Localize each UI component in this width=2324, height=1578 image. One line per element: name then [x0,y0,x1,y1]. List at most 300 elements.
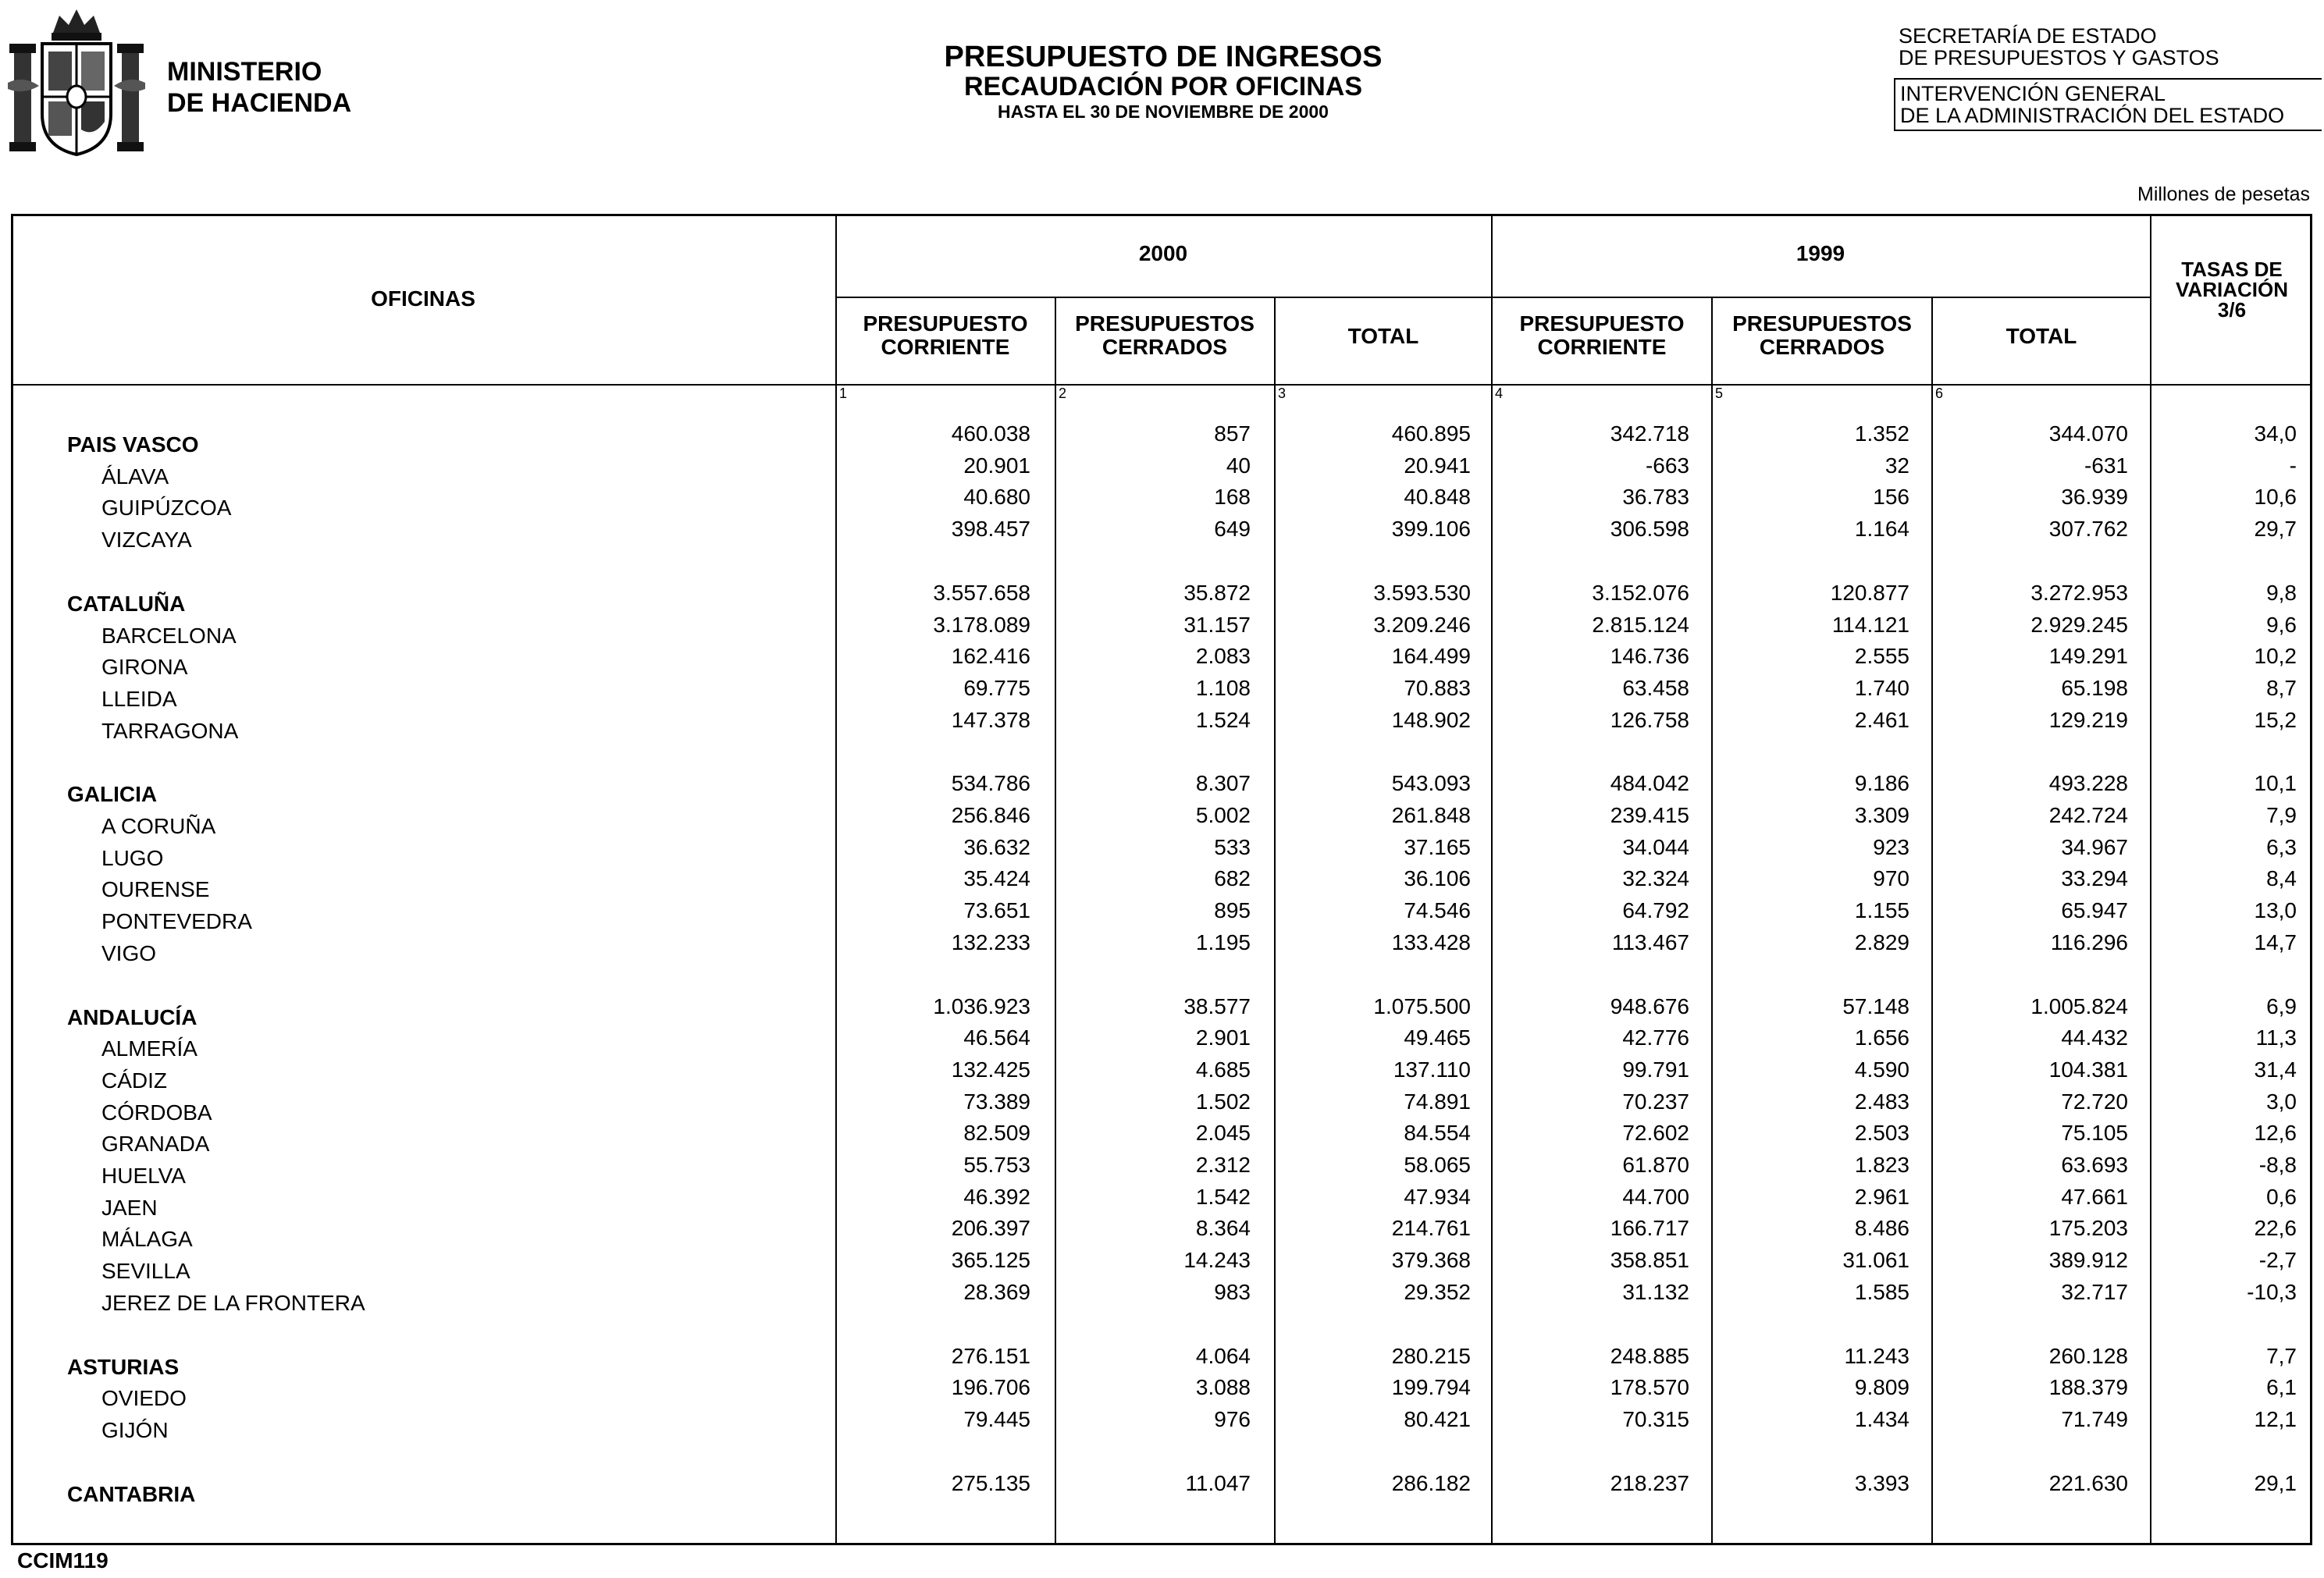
table-cell: 2.083 [1195,644,1251,669]
office-name: GRANADA [101,1132,210,1157]
table-cell: 970 [1873,866,1909,891]
office-row [0,1089,2324,1125]
table-cell: 493.228 [2048,771,2128,796]
office-name: ASTURIAS [67,1354,180,1379]
table-cell: -631 [2084,453,2128,478]
table-cell: 10,2 [2254,644,2297,669]
year-1999-header: 1999 [1795,241,1845,265]
office-name: JEREZ DE LA FRONTERA [101,1290,365,1315]
col-label-line: CORRIENTE [881,335,1010,359]
table-cell: 2.555 [1854,644,1909,669]
region-row [0,580,2324,616]
table-cell: 31.132 [1622,1279,1689,1304]
office-row [0,1248,2324,1284]
table-cell: 9.186 [1854,771,1909,796]
units-label: Millones de pesetas [2137,183,2310,205]
office-row [0,453,2324,489]
col-label-line: CERRADOS [1759,335,1885,359]
table-cell: 65.947 [2061,898,2128,923]
office-row [0,834,2324,870]
table-cell: 276.151 [951,1343,1030,1368]
col-label-line: PRESUPUESTOS [1075,311,1255,336]
table-cell: 3.593.530 [1373,580,1471,605]
ministry-line-1: MINISTERIO [167,57,322,87]
intervencion-line-1: INTERVENCIÓN GENERAL [1900,82,2166,105]
table-cell: 239.415 [1610,803,1689,827]
office-name: PONTEVEDRA [101,909,252,934]
table-cell: 1.502 [1195,1089,1251,1114]
office-name: PAIS VASCO [67,432,199,457]
report-date: HASTA EL 30 DE NOVIEMBRE DE 2000 [998,101,1329,122]
office-name: A CORUÑA [101,814,216,838]
table-cell: 32 [1884,453,1909,478]
office-row [0,1153,2324,1188]
table-cell: 58.065 [1404,1153,1471,1177]
table-cell: 133.428 [1391,929,1471,954]
office-name: JAEN [101,1195,158,1220]
table-cell: 1.195 [1195,929,1251,954]
region-row [0,1345,2324,1377]
table-cell: 10,6 [2254,485,2297,510]
table-cell: 2.045 [1195,1121,1251,1146]
table-cell: 120.877 [1830,580,1909,605]
table-cell: 3.557.658 [933,580,1030,605]
table-cell: 948.676 [1610,993,1689,1018]
office-row [0,612,2324,648]
table-cell: 36.939 [2061,485,2128,510]
table-cell: 11.047 [1185,1470,1251,1495]
table-cell: 31.157 [1183,612,1251,637]
office-name: GIJÓN [101,1417,169,1442]
table-cell: 46.564 [963,1025,1030,1050]
table-cell: 13,0 [2254,898,2297,923]
office-name: CÓRDOBA [101,1100,212,1125]
office-row [0,898,2324,934]
office-name: TARRAGONA [101,718,239,743]
table-cell: 344.070 [2048,421,2128,446]
col-label-line: PRESUPUESTOS [1732,311,1912,336]
table-cell: 857 [1214,421,1251,446]
table-cell: 3.088 [1195,1375,1251,1400]
table-cell: 4.685 [1195,1057,1251,1082]
year-2000-header: 2000 [1138,241,1188,265]
office-name: CÁDIZ [101,1068,167,1093]
table-cell: 36.632 [963,834,1030,859]
col-label-line: CORRIENTE [1537,335,1667,359]
table-cell: 2.503 [1854,1121,1909,1146]
region-row [0,771,2324,807]
table-cell: 1.656 [1854,1025,1909,1050]
table-cell: 3,0 [2266,1089,2297,1114]
table-cell: 168 [1214,485,1251,510]
region-row [0,421,2324,457]
table-cell: 14.243 [1183,1248,1251,1273]
office-name: VIZCAYA [101,528,192,553]
table-cell: 70.315 [1622,1406,1689,1431]
col-label-line: TASAS DE [2181,258,2283,281]
table-cell: 32.717 [2061,1279,2128,1304]
col-label-line: 3/6 [2217,298,2247,322]
table-cell: 31.061 [1842,1248,1909,1273]
table-cell: 2.929.245 [2030,612,2128,637]
table-cell: 306.598 [1610,517,1689,542]
table-cell: 63.693 [2061,1153,2128,1177]
table-cell: 72.602 [1622,1121,1689,1146]
table-cell: 2.961 [1854,1184,1909,1209]
table-cell: 104.381 [2048,1057,2128,1082]
table-cell: 82.509 [963,1121,1030,1146]
table-cell: 74.546 [1404,898,1471,923]
table-cell: 80.421 [1404,1406,1471,1431]
table-cell: 12,6 [2254,1121,2297,1146]
table-cell: 379.368 [1391,1248,1471,1273]
report-title-block [929,41,1397,123]
table-cell: 12,1 [2254,1406,2297,1431]
table-cell: 33.294 [2061,866,2128,891]
table-cell: 389.912 [2048,1248,2128,1273]
office-row [0,485,2324,521]
table-cell: 162.416 [951,644,1030,669]
table-cell: 2.312 [1195,1153,1251,1177]
table-cell: -10,3 [2247,1279,2297,1304]
table-cell: 460.038 [951,421,1030,446]
table-cell: 1.740 [1854,675,1909,700]
table-cell: - [2289,453,2297,478]
office-row [0,805,2324,836]
secretaria-line-2: DE PRESUPUESTOS Y GASTOS [1899,46,2219,69]
table-cell: 682 [1214,866,1251,891]
col-total-1999: TOTAL [2005,324,2077,348]
col-presupuestos-cerrados-1999 [1713,312,1931,359]
table-cell: 61.870 [1622,1153,1689,1177]
table-cell: 126.758 [1610,707,1689,732]
table-cell: 196.706 [951,1375,1030,1400]
table-cell: 983 [1214,1279,1251,1304]
table-cell: 20.941 [1404,453,1471,478]
table-cell: -663 [1645,453,1689,478]
table-cell: 71.749 [2061,1406,2128,1431]
office-name: ÁLAVA [101,464,169,489]
col-label-line: PRESUPUESTO [1519,311,1685,336]
office-name: LUGO [101,845,164,870]
table-cell: 20.901 [963,453,1030,478]
table-cell: 38.577 [1183,993,1251,1018]
table-cell: 28.369 [963,1279,1030,1304]
table-cell: 44.700 [1622,1184,1689,1209]
office-name: GUIPÚZCOA [101,496,232,521]
table-cell: 8,7 [2266,675,2297,700]
table-cell: 199.794 [1391,1375,1471,1400]
table-cell: 2.829 [1854,929,1909,954]
column-number: 5 [1715,386,1724,401]
intervencion-line-2: DE LA ADMINISTRACIÓN DEL ESTADO [1900,104,2285,127]
table-cell: 242.724 [2048,803,2128,827]
table-cell: 113.467 [1611,929,1689,954]
table-cell: 1.155 [1854,898,1909,923]
table-cell: 218.237 [1610,1470,1689,1495]
col-label-line: VARIACIÓN [2176,278,2288,301]
oficinas-header: OFICINAS [371,286,475,311]
table-cell: 3.272.953 [2030,580,2128,605]
table-cell: 543.093 [1391,771,1471,796]
table-cell: 9,6 [2266,612,2297,637]
table-cell: 9.809 [1854,1375,1909,1400]
secretaria-block [1899,25,2219,69]
office-name: CANTABRIA [67,1481,196,1506]
table-cell: 6,3 [2266,834,2297,859]
table-cell: 8.486 [1854,1216,1909,1241]
column-number: 6 [1935,386,1944,401]
office-row [0,1057,2324,1093]
table-cell: 399.106 [1391,517,1471,542]
table-cell: -2,7 [2258,1248,2297,1273]
table-cell: 55.753 [963,1153,1030,1177]
table-cell: 166.717 [1610,1216,1689,1241]
table-cell: 1.075.500 [1373,993,1471,1018]
column-number: 4 [1495,386,1504,401]
table-cell: 1.036.923 [933,993,1030,1018]
table-cell: 36.106 [1404,866,1471,891]
table-cell: 116.296 [2050,929,2128,954]
table-cell: 1.352 [1854,421,1909,446]
table-cell: 72.720 [2061,1089,2128,1114]
table-cell: 2.483 [1854,1089,1909,1114]
table-cell: 63.458 [1622,675,1689,700]
table-cell: 137.110 [1393,1057,1471,1082]
table-cell: 132.425 [951,1057,1030,1082]
table-cell: 10,1 [2254,771,2297,796]
table-cell: 149.291 [2048,644,2128,669]
region-row [0,993,2324,1029]
table-cell: 4.064 [1195,1343,1251,1368]
table-cell: 114.121 [1831,612,1909,637]
table-cell: 3.178.089 [933,612,1030,637]
office-row [0,1184,2324,1220]
office-name: ANDALUCÍA [67,1004,198,1029]
col-total-2000: TOTAL [1347,324,1419,348]
office-row [0,1216,2324,1252]
table-cell: 280.215 [1391,1343,1471,1368]
office-row [0,1121,2324,1157]
table-cell: 29.352 [1404,1279,1471,1304]
office-name: BARCELONA [101,623,237,648]
table-cell: -8,8 [2258,1153,2297,1177]
table-cell: 84.554 [1404,1121,1471,1146]
table-cell: 976 [1214,1406,1251,1431]
office-row [0,517,2324,553]
table-cell: 214.761 [1391,1216,1471,1241]
report-subtitle: RECAUDACIÓN POR OFICINAS [963,72,1363,101]
office-row [0,644,2324,680]
table-cell: 11,3 [2255,1025,2297,1050]
col-presupuesto-corriente-2000 [837,312,1054,359]
office-name: ALMERÍA [101,1036,198,1061]
table-cell: 35.424 [963,866,1030,891]
col-label-line: PRESUPUESTO [863,311,1028,336]
table-cell: 34.044 [1622,834,1689,859]
table-cell: 2.461 [1854,707,1909,732]
table-cell: 3.393 [1854,1470,1909,1495]
table-cell: 40.680 [963,485,1030,510]
table-cell: 4.590 [1854,1057,1909,1082]
table-cell: 47.934 [1404,1184,1471,1209]
table-cell: 484.042 [1610,771,1689,796]
column-number: 2 [1059,386,1067,401]
table-cell: 6,9 [2266,993,2297,1018]
office-row [0,1375,2324,1411]
office-name: LLEIDA [101,686,177,711]
table-cell: 46.392 [963,1184,1030,1209]
table-cell: 65.198 [2061,675,2128,700]
table-cell: 307.762 [2048,517,2128,542]
col-label-line: CERRADOS [1101,335,1228,359]
office-name: MÁLAGA [101,1227,193,1252]
ministry-name [167,56,351,119]
table-cell: 47.661 [2061,1184,2128,1209]
table-cell: 1.542 [1195,1184,1251,1209]
table-cell: 206.397 [951,1216,1030,1241]
table-cell: 649 [1214,517,1251,542]
table-cell: 188.379 [2048,1375,2128,1400]
office-name: OVIEDO [101,1386,187,1411]
table-cell: 14,7 [2254,929,2297,954]
table-cell: 8.364 [1195,1216,1251,1241]
table-cell: 175.203 [2048,1216,2128,1241]
table-cell: 31,4 [2254,1057,2297,1082]
table-cell: 286.182 [1391,1470,1471,1495]
office-row [0,929,2324,965]
table-cell: 11.243 [1844,1343,1909,1368]
office-name: OURENSE [101,877,210,902]
office-row [0,677,2324,709]
ministry-line-2: DE HACIENDA [167,88,352,118]
table-cell: 275.135 [951,1470,1030,1495]
table-cell: 57.148 [1842,993,1909,1018]
table-cell: 221.630 [2048,1470,2128,1495]
table-cell: 70.237 [1622,1089,1689,1114]
table-cell: 0,6 [2266,1184,2297,1209]
table-cell: 1.434 [1854,1406,1909,1431]
table-cell: 73.389 [963,1089,1030,1114]
table-cell: 75.105 [2061,1121,2128,1146]
table-cell: 32.324 [1622,866,1689,891]
table-cell: 895 [1214,898,1251,923]
table-cell: 34,0 [2254,421,2297,446]
header-divider [835,297,2150,298]
table-cell: 132.233 [951,929,1030,954]
table-cell: 15,2 [2254,707,2297,732]
office-name: VIGO [101,940,157,965]
office-row [0,709,2324,741]
table-cell: 248.885 [1610,1343,1689,1368]
table-cell: 40.848 [1404,485,1471,510]
table-cell: 129.219 [2048,707,2128,732]
table-cell: 44.432 [2061,1025,2128,1050]
secretaria-line-1: SECRETARÍA DE ESTADO [1899,24,2157,48]
table-cell: 398.457 [951,517,1030,542]
office-name: SEVILLA [101,1259,190,1284]
table-cell: 2.815.124 [1592,612,1689,637]
table-cell: 64.792 [1622,898,1689,923]
table-cell: 29,1 [2254,1470,2297,1495]
office-name: GIRONA [101,655,188,680]
office-row [0,1025,2324,1061]
document-code: CCIM119 [17,1548,109,1573]
coat-of-arms-icon [8,5,145,158]
table-cell: 261.848 [1391,803,1471,827]
table-cell: 8,4 [2266,866,2297,891]
table-cell: 34.967 [2061,834,2128,859]
table-cell: 147.378 [951,707,1030,732]
table-cell: 164.499 [1391,644,1471,669]
table-cell: 3.152.076 [1592,580,1689,605]
table-cell: 73.651 [963,898,1030,923]
table-cell: 42.776 [1622,1025,1689,1050]
office-name: HUELVA [101,1164,186,1188]
table-cell: 1.585 [1854,1279,1909,1304]
office-name: GALICIA [67,782,158,807]
table-cell: 260.128 [2048,1343,2128,1368]
table-cell: 1.164 [1854,517,1909,542]
col-presupuesto-corriente-1999 [1493,312,1711,359]
table-cell: 36.783 [1622,485,1689,510]
table-cell: 534.786 [951,771,1030,796]
table-cell: 358.851 [1610,1248,1689,1273]
table-cell: 22,6 [2254,1216,2297,1241]
table-cell: 29,7 [2254,517,2297,542]
table-cell: 1.005.824 [2030,993,2128,1018]
table-cell: 9,8 [2266,580,2297,605]
table-cell: 5.002 [1195,803,1251,827]
table-cell: 7,7 [2266,1343,2297,1368]
table-cell: 70.883 [1404,675,1471,700]
table-cell: 99.791 [1622,1057,1689,1082]
table-cell: 460.895 [1391,421,1471,446]
office-row [0,1406,2324,1442]
table-cell: 49.465 [1404,1025,1471,1050]
col-presupuestos-cerrados-2000 [1056,312,1273,359]
table-cell: 365.125 [951,1248,1030,1273]
office-name: CATALUÑA [67,591,186,616]
table-cell: 8.307 [1195,771,1251,796]
table-cell: 342.718 [1610,421,1689,446]
table-cell: 6,1 [2266,1375,2297,1400]
report-title: PRESUPUESTO DE INGRESOS [944,41,1383,73]
table-cell: 3.209.246 [1373,612,1471,637]
table-cell: 2.901 [1195,1025,1251,1050]
header-bottom-rule [11,384,2312,386]
column-number: 3 [1278,386,1287,401]
col-tasas-variacion [2151,259,2312,320]
table-cell: 923 [1873,834,1909,859]
column-number: 1 [839,386,848,401]
table-cell: 74.891 [1404,1089,1471,1114]
table-cell: 156 [1873,485,1909,510]
table-cell: 1.823 [1854,1153,1909,1177]
table-cell: 1.108 [1195,675,1251,700]
table-cell: 35.872 [1183,580,1251,605]
office-row [0,866,2324,902]
table-cell: 148.902 [1391,707,1471,732]
intervencion-block [1894,78,2322,131]
table-cell: 256.846 [951,803,1030,827]
table-cell: 79.445 [963,1406,1030,1431]
table-cell: 1.524 [1195,707,1251,732]
table-cell: 533 [1214,834,1251,859]
table-cell: 37.165 [1404,834,1471,859]
table-cell: 7,9 [2266,803,2297,827]
table-cell: 69.775 [963,675,1030,700]
